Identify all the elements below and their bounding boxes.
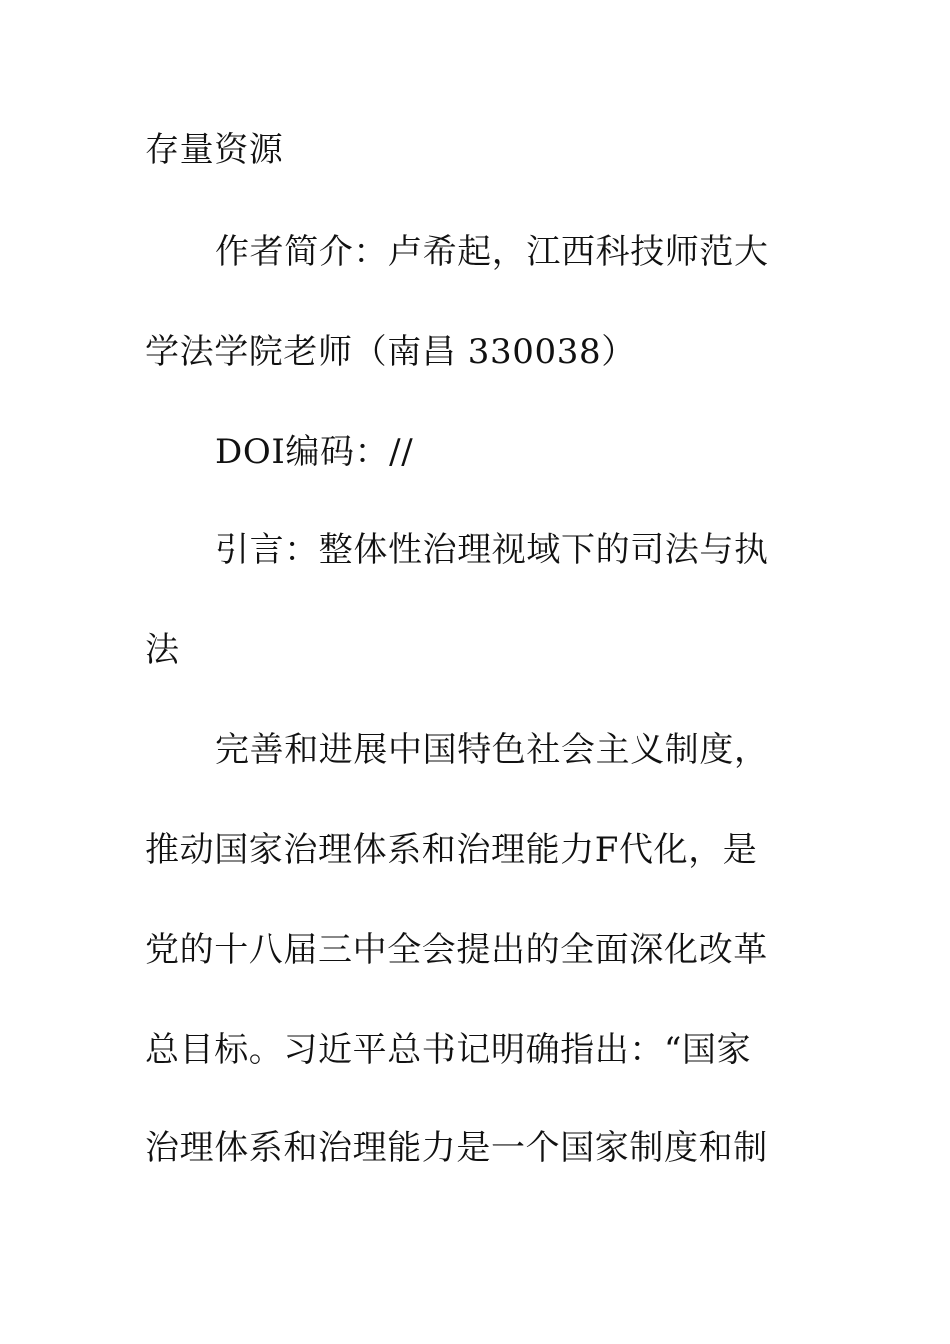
text-line: 总目标。习近平总书记明确指出：“国家 <box>145 1030 752 1070</box>
paragraph-first-line: 完善和进展中国特色社会主义制度， <box>215 730 769 770</box>
text-line: 存量资源 <box>145 130 284 170</box>
text-line: 推动国家治理体系和治理能力F代化，是 <box>145 830 758 870</box>
text-line: 法 <box>145 630 180 670</box>
author-intro-line: 作者简介：卢希起，江西科技师范大 <box>215 232 769 272</box>
text-line: 学法学院老师（南昌 330038） <box>145 332 636 372</box>
text-line: 党的十八届三中全会提出的全面深化改革 <box>145 930 768 970</box>
text-line: 治理体系和治理能力是一个国家制度和制 <box>145 1128 768 1168</box>
doi-line: DOI编码：// <box>215 432 414 472</box>
introduction-heading-line: 引言：整体性治理视域下的司法与执 <box>215 530 769 570</box>
